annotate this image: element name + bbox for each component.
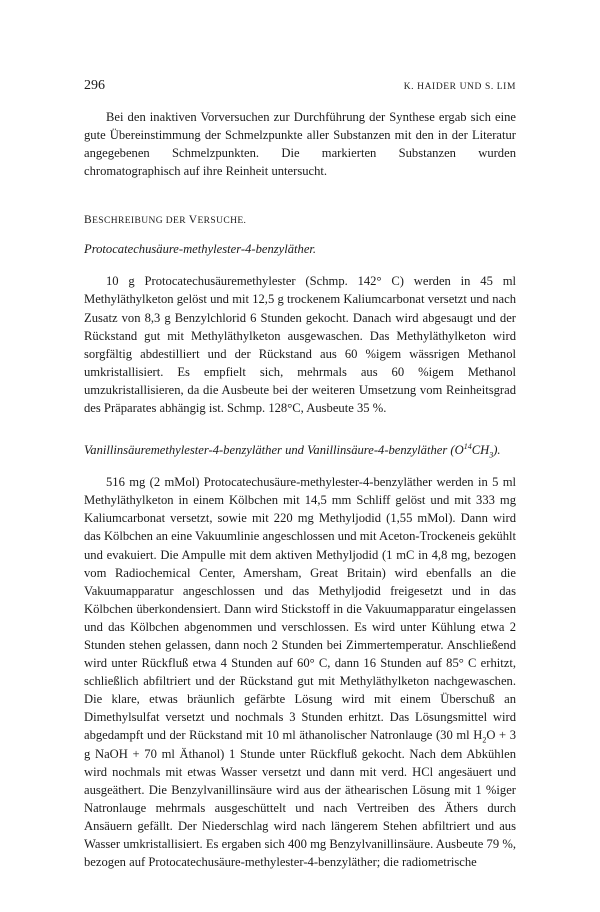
- page: [84, 78, 516, 871]
- subheading-2-mid: CH: [471, 443, 490, 458]
- section-heading-rest-2: ERSUCHE.: [197, 216, 247, 227]
- paragraph-2: [84, 473, 516, 871]
- subheading-2-isotope: 14: [463, 441, 472, 451]
- subheading-2-main: Vanillinsäuremethylester-4-benzyläther und Vanillinsäure-4-benzyläther (O: [84, 443, 464, 458]
- running-head-authors: K. HAIDER UND S. LIM: [403, 82, 516, 92]
- subheading-2: [84, 441, 516, 459]
- paragraph-2-part-a: 516 mg (2 mMol) Protocatechusäure-methylester-4-benzyläther werden in 5 ml Methyläthylketon in einem Kölbchen mit 14,5 mm Schliff gelöst und mit 333 mg Kaliumcarbonat versetzt, sowie mit 220 mg Methyljodid (1,55 mMol). Dann wird das Kölbchen an eine Vakuumlinie angeschlossen und mit Aceton-Trockeneis gekühlt und evakuiert. Die Ampulle mit dem aktiven Methyljodid (1 mC in 4,8 mg, bezogen vom Radiochemical Center, Amersham, Great Britain) wird ebenfalls an die Vakuumapparatur angeschlossen und das Methyljodid freigesetzt und in das Kölbchen überkondensiert. Dann wird Stickstoff in die Vakuumapparatur eingelassen und das Kölbchen abgenommen und verschlossen. Es wird unter Kühlung etwa 2 Stunden stehen gelassen, dann noch 2 Stunden bei Zimmertemperatur. Anschließend wird unter Rückfluß etwa 4 Stunden auf 60° C, dann 16 Stunden auf 85° C erhitzt, schließlich abfiltriert und der Rückstand gut mit Methyläthylketon nachgewaschen. Die klare, etwas bräunlich gefärbte Lösung wird mit einem Überschuß an Dimethylsulfat versetzt und nochmals 3 Stunden erhitzt. Das Lösungsmittel wird abgedampft und der Rückstand mit 10 ml äthanolischer Natronlauge (30 ml H: [84, 475, 516, 743]
- section-heading-initial-1: B: [84, 214, 93, 227]
- intro-paragraph: Bei den inaktiven Vorversuchen zur Durchführung der Synthese ergab sich eine gute Übereinstimmung der Schmelzpunkte aller Substanzen mit den in der Literatur angegebenen Schmelzpunkten. Die markierten Substanzen wurden chromatographisch auf ihre Reinheit untersucht.: [84, 110, 516, 179]
- page-number: 296: [84, 78, 105, 93]
- section-heading-initial-2: V: [188, 214, 198, 227]
- paragraph-2-subscript: 2: [482, 735, 487, 745]
- running-head: [84, 78, 516, 100]
- subheading-2-end: ).: [493, 443, 501, 458]
- subheading-1: Protocatechusäure-methylester-4-benzyläther.: [84, 242, 317, 257]
- section-heading: [84, 214, 516, 226]
- paragraph-1: 10 g Protocatechusäuremethylester (Schmp. 142° C) werden in 45 ml Methyläthylketon gelöst und mit 12,5 g trockenem Kaliumcarbonat versetzt und nach Zusatz von 8,3 g Benzylchlorid 6 Stunden gekocht. Danach wird abgesaugt und der Rückstand gut mit Methyläthylketon ausgewaschen. Das Methyläthylketon wird sorgfältig abdestilliert und der Rückstand aus 60 %igem wässrigen Methanol umkristallisiert. Es empfielt sich, mehrmals aus 60 %igem Methanol umzukristallisieren, da die Ausbeute bei der weiteren Umsetzung vom Reinheitsgrad des Präparates abhängig ist. Schmp. 128°C, Ausbeute 35 %.: [84, 274, 516, 416]
- subheading-2-subscript: 3: [489, 450, 494, 460]
- section-heading-rest-1: ESCHREIBUNG DER: [92, 216, 189, 227]
- paragraph-2-part-b: O + 3 g NaOH + 70 ml Äthanol) 1 Stunde unter Rückfluß gekocht. Nach dem Abkühlen wird nochmals mit etwas Wasser versetzt und dann mit verd. HCl angesäuert und ausgeäthert. Die Benzylvanillinsäure wird aus der äthearischen Lösung mit 1 %iger Natronlauge mehrmals ausgeschüttelt und nach Vertreiben des Äthers durch Ansäuern gefällt. Der Niederschlag wird nach längerem Stehen abfiltriert und aus Wasser umkristallisiert. Es ergaben sich 400 mg Benzylvanillinsäure. Ausbeute 79 %, bezogen auf Protocatechusäure-methylester-4-benzyläther; die radiometrische: [84, 728, 516, 870]
